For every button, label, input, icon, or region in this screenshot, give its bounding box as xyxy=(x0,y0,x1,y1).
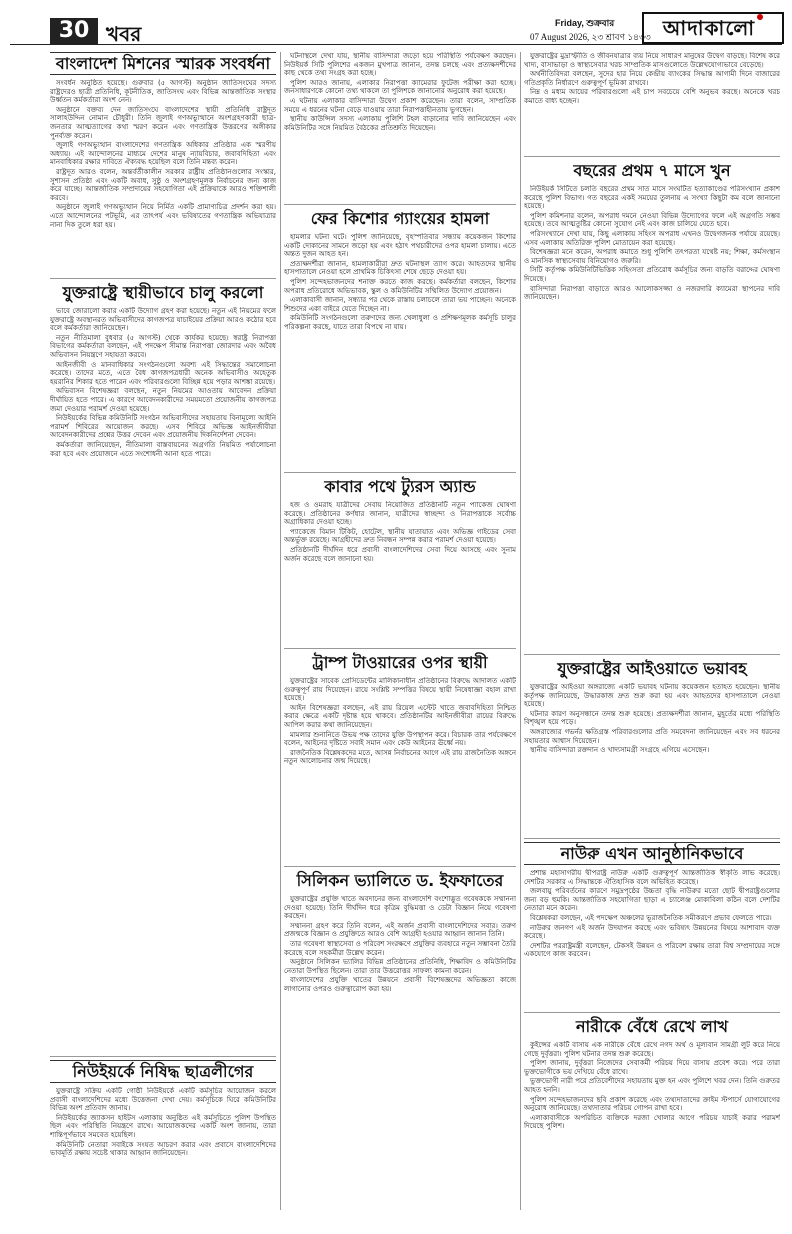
article-paragraph: নিউইয়র্কের বিভিন্ন কমিউনিটি সংগঠন অভিবাসীদের সহায়তায় বিনামূল্যে আইনি পরামর্শ শিবিরের আয়োজন করছে। এসব শিবিরে অভিজ্ঞ আইনজীবীরা আবেদনকারীদের প্রশ্নের উত্তর দেবেন এবং প্রয়োজনীয় দিকনির্দেশনা দেবেন। xyxy=(50,414,276,440)
article-headline: বছরের প্রথম ৭ মাসে খুন xyxy=(573,161,731,180)
article-woman-tied xyxy=(524,1016,780,1210)
article-paragraph: অঙ্গরাজ্যের গভর্নর ক্ষতিগ্রস্ত পরিবারগুলোর প্রতি সমবেদনা জানিয়েছেন এবং সব ধরনের সহায়তার আশ্বাস দিয়েছেন। xyxy=(524,727,780,745)
article-paragraph: আইনজীবী ও মানবাধিকার সংগঠনগুলো অবশ্য এই সিদ্ধান্তের সমালোচনা করেছে। তাদের মতে, এতে বৈধ কাগজপত্রধারী অনেক অভিবাসীও অহেতুক হয়রানির শিকার হতে পারেন এবং পরিবারগুলো বিচ্ছিন্ন হয়ে পড়ার আশঙ্কা রয়েছে। xyxy=(50,360,276,386)
article-paragraph: প্যাকেজে বিমান টিকিট, হোটেল, স্থানীয় যাতায়াত এবং অভিজ্ঞ গাইডের সেবা অন্তর্ভুক্ত রয়েছে। আগ্রহীদের দ্রুত নিবন্ধন সম্পন্ন করার পরামর্শ দেওয়া হয়েছে। xyxy=(284,527,516,545)
article-paragraph: বিশেষজ্ঞরা মনে করেন, অপরাধ কমাতে শুধু পুলিশি তৎপরতা যথেষ্ট নয়; শিক্ষা, কর্মসংস্থান ও মানসিক স্বাস্থ্যসেবায় বিনিয়োগও জরুরি। xyxy=(524,248,780,265)
article-headline: ট্রাম্প টাওয়ারের ওপর স্থায়ী xyxy=(312,653,488,672)
article-body xyxy=(284,501,516,644)
article-paragraph: প্রশান্ত মহাসাগরীয় দ্বীপরাষ্ট্র নাউরু একটি গুরুত্বপূর্ণ আন্তর্জাতিক স্বীকৃতি লাভ করেছে। দেশটির সরকার এ সিদ্ধান্তকে ঐতিহাসিক বলে অভিহিত করেছে। xyxy=(524,869,780,886)
column-rule xyxy=(280,52,281,1210)
article-paragraph: নতুন নীতিমালা বুধবার (৫ আগস্ট) থেকে কার্যকর হয়েছে। স্বরাষ্ট্র নিরাপত্তা বিভাগের কর্মকর্তারা বলছেন, এই পদক্ষেপ সীমান্ত নিরাপত্তা জোরদার এবং অবৈধ অভিবাসন নিয়ন্ত্রণে সহায়তা করবে। xyxy=(50,333,276,359)
article-paragraph: যুক্তরাষ্ট্রে সক্রিয় একটি গোষ্ঠী নিউইয়র্কে একটি কর্মসূচির আয়োজন করলে প্রবাসী বাংলাদেশিদের মধ্যে উত্তেজনা দেখা দেয়। কর্মসূচিকে ঘিরে কমিউনিটির বিভিন্ন অংশ প্রতিবাদ জানায়। xyxy=(50,1087,276,1113)
article-body xyxy=(524,869,780,1008)
article-paragraph: ভুক্তভোগী নারী পরে প্রতিবেশীদের সহায়তায় মুক্ত হন এবং পুলিশে খবর দেন। তিনি গুরুতর আহত হননি। xyxy=(524,1077,780,1094)
article-continued xyxy=(524,52,780,152)
article-divider xyxy=(50,278,276,279)
article-kaaba-tours xyxy=(284,476,516,644)
article-teen-gang xyxy=(284,208,516,468)
article-paragraph: ভাবে জোরালো করার একটি উদ্যোগ গ্রহণ করা হয়েছে। নতুন এই নিয়মের ফলে যুক্তরাষ্ট্রে অবস্থানরত অভিবাসীদের কাগজপত্র যাচাইয়ের প্রক্রিয়া আরও কঠোর হবে বলে কর্মকর্তারা জানিয়েছেন। xyxy=(50,307,276,333)
article-paragraph: হজ ও ওমরাহ যাত্রীদের সেবায় নিয়োজিত প্রতিষ্ঠানটি নতুন প্যাকেজ ঘোষণা করেছে। প্রতিষ্ঠানের কর্ণধার জানান, যাত্রীদের স্বাচ্ছন্দ্য ও নিরাপত্তাকে সর্বোচ্চ অগ্রাধিকার দেওয়া হচ্ছে। xyxy=(284,501,516,527)
article-body xyxy=(50,307,276,1052)
article-headline: বাংলাদেশ মিশনের স্মারক সংবর্ধনা xyxy=(50,52,276,75)
article-body xyxy=(50,1087,276,1210)
article-paragraph: অর্থনীতিবিদরা বলছেন, সুদের হার নিয়ে কেন্দ্রীয় ব্যাংকের সিদ্ধান্ত আগামী দিনে বাজারের গতিপ্রকৃতি নির্ধারণে গুরুত্বপূর্ণ ভূমিকা রাখবে। xyxy=(524,70,780,87)
column-1 xyxy=(50,52,276,1210)
article-paragraph: মামলার শুনানিতে উভয় পক্ষ তাদের যুক্তি উপস্থাপন করে। বিচারক তার পর্যবেক্ষণে বলেন, আইনের দৃষ্টিতে সবাই সমান এবং কেউ আইনের ঊর্ধ্বে নয়। xyxy=(284,730,516,748)
article-paragraph: কর্মকর্তারা জানিয়েছেন, নীতিমালা বাস্তবায়নের অগ্রগতি নিয়মিত পর্যালোচনা করা হবে এবং প্রয়োজনে এতে সংশোধনী আনা হতে পারে। xyxy=(50,440,276,458)
article-paragraph: যুক্তরাষ্ট্রের সাবেক প্রেসিডেন্টের মালিকানাধীন প্রতিষ্ঠানের বিরুদ্ধে আদালত একটি গুরুত্বপূর্ণ রায় দিয়েছেন। রায়ে সংশ্লিষ্ট সম্পত্তির বিষয়ে স্থায়ী নিষেধাজ্ঞা বহাল রাখা হয়েছে। xyxy=(284,677,516,703)
article-body xyxy=(284,52,516,200)
issue-date: 07 August 2026, ২৩ শ্রাবণ ১৪৩৩ xyxy=(530,32,651,42)
article-paragraph: বিশ্লেষকরা বলছেন, এই পদক্ষেপ অঞ্চলের ভূরাজনৈতিক সমীকরণে প্রভাব ফেলতে পারে। xyxy=(530,913,772,922)
article-paragraph: বাংলাদেশের প্রযুক্তি খাতের উন্নয়নে প্রবাসী বিশেষজ্ঞদের অভিজ্ঞতা কাজে লাগানোর ওপরও গুরুত্বারোপ করা হয়। xyxy=(284,976,516,993)
article-paragraph: পুলিশ কমিশনার বলেন, অপরাধ দমনে নেওয়া বিভিন্ন উদ্যোগের ফলে এই অগ্রগতি সম্ভব হয়েছে। তবে আত্মতুষ্টির কোনো সুযোগ নেই এবং কাজ চালিয়ে যেতে হবে। xyxy=(524,211,780,229)
article-paragraph: কমিউনিটি নেতারা সবাইকে সংযত আচরণ করার এবং প্রবাসে বাংলাদেশিদের ভাবমূর্তি রক্ষায় সচেষ্ট থাকার আহ্বান জানিয়েছেন। xyxy=(50,1140,276,1158)
article-paragraph: অনুষ্ঠানে জুলাই গণঅভ্যুত্থান নিয়ে নির্মিত একটি প্রামাণ্যচিত্র প্রদর্শন করা হয়। এতে আন্দোলনের পটভূমি, এর তাৎপর্য এবং ভবিষ্যতের গণতান্ত্রিক অভিযাত্রার নানা দিক তুলে ধরা হয়। xyxy=(50,203,276,229)
article-nauru xyxy=(524,842,780,1008)
article-murders-7-months xyxy=(524,160,780,650)
issue-day: Friday, শুক্রবার xyxy=(555,18,615,28)
article-paragraph: সম্মাননা গ্রহণ করে তিনি বলেন, এই অর্জন প্রবাসী বাংলাদেশিদের সবার। তরুণ প্রজন্মকে বিজ্ঞান ও প্রযুক্তিতে আরও বেশি আগ্রহী হওয়ার আহ্বান জানান তিনি। xyxy=(284,921,516,939)
article-paragraph: জুলাই গণঅভ্যুত্থান বাংলাদেশের গণতান্ত্রিক অধিকার প্রতিষ্ঠার এক স্মরণীয় অধ্যায়। এই আন্দোলনের মাধ্যমে দেশের মানুষ ন্যায়বিচার, জবাবদিহিতা এবং মানবাধিকার রক্ষার দাবিতে ঐক্যবদ্ধ হয়েছিল বলে তিনি মন্তব্য করেন। xyxy=(50,141,276,167)
article-divider xyxy=(284,472,516,473)
article-paragraph: ঘটনাস্থলে দেখা যায়, স্থানীয় বাসিন্দারা জড়ো হয়ে পরিস্থিতি পর্যবেক্ষণ করছেন। নিউইয়র্ক সিটি পুলিশের একজন মুখপাত্র জানান, তদন্ত চলছে এবং প্রত্যক্ষদর্শীদের কাছ থেকে তথ্য সংগ্রহ করা হচ্ছে। xyxy=(284,52,516,78)
article-body xyxy=(524,52,780,152)
column-2 xyxy=(284,52,516,1210)
article-paragraph: যুক্তরাষ্ট্রের মুদ্রাস্ফীতি ও জীবনযাত্রার ব্যয় নিয়ে সাধারণ মানুষের উদ্বেগ বাড়ছে। বিশেষ করে খাদ্য, বাসাভাড়া ও স্বাস্থ্যসেবার খরচ সাম্প্রতিক মাসগুলোতে উল্লেখযোগ্যভাবে বেড়েছে। xyxy=(524,52,780,69)
article-paragraph: পুলিশ আরও জানায়, এলাকার নিরাপত্তা ক্যামেরার ফুটেজ পরীক্ষা করা হচ্ছে। জনসাধারণকে কোনো তথ্য থাকলে তা পুলিশকে জানানোর অনুরোধ করা হয়েছে। xyxy=(284,78,516,96)
article-body xyxy=(524,1041,780,1210)
article-headline: নাউরু এখন আনুষ্ঠানিকভাবে xyxy=(524,842,780,865)
article-paragraph: পুলিশ সন্দেহভাজনদের ছবি প্রকাশ করেছে এবং তথ্যদাতাদের ক্রাইম স্টপার্সে যোগাযোগের অনুরোধ জানিয়েছে। তথ্যদাতার পরিচয় গোপন রাখা হবে। xyxy=(524,1095,780,1113)
article-paragraph: সংবর্ধন অনুষ্ঠিত হয়েছে। গুরুবার (৫ আগস্ট) অনুষ্ঠান জাতিসংঘের সদস্য রাষ্ট্রদেরও ছাত্রী প্রতিনিধি, কূটনীতিক, জাতিসংঘ এবং বিভিন্ন আন্তর্জাতিক সংস্থার উর্ধ্বতন কর্মকর্তারা অংশ নেন। xyxy=(50,79,276,105)
article-paragraph: স্থানীয় বাসিন্দারা রক্তদান ও খাদ্যসামগ্রী সংগ্রহে এগিয়ে এসেছেন। xyxy=(530,746,710,755)
logo-dot-icon xyxy=(757,14,763,20)
article-paragraph: পরিসংখ্যানে দেখা যায়, কিছু এলাকায় সহিংস অপরাধ এখনও উদ্বেগজনক পর্যায়ে রয়েছে। এসব এলাকায় অতিরিক্ত পুলিশ মোতায়েন করা হয়েছে। xyxy=(524,229,780,247)
section-title: খবর xyxy=(106,22,142,46)
newspaper-page xyxy=(10,10,782,1214)
article-paragraph: নিউইয়র্ক সিটিতে চলতি বছরের প্রথম সাত মাসে সংঘটিত হত্যাকাণ্ডের পরিসংখ্যান প্রকাশ করেছে পুলিশ বিভাগ। গত বছরের একই সময়ের তুলনায় এ সংখ্যা কিছুটা কম বলে জানানো হয়েছে। xyxy=(524,185,780,211)
article-paragraph: পুলিশ সন্দেহভাজনদের শনাক্ত করতে কাজ করছে। কর্মকর্তারা বলছেন, কিশোর অপরাধ প্রতিরোধে অভিভাবক, স্কুল ও কমিউনিটির সম্মিলিত উদ্যোগ প্রয়োজন। xyxy=(284,277,516,295)
article-paragraph: স্থানীয় কাউন্সিল সদস্য এলাকায় পুলিশি টহল বাড়ানোর দাবি জানিয়েছেন এবং কমিউনিটির সঙ্গে নিয়মিত বৈঠকের প্রতিশ্রুতি দিয়েছেন। xyxy=(284,115,516,132)
article-paragraph: নিম্ন ও মধ্যম আয়ের পরিবারগুলো এই চাপ সবচেয়ে বেশি অনুভব করছে। অনেকে খরচ কমাতে বাধ্য হচ্ছেন। xyxy=(524,88,780,105)
article-paragraph: পুলিশ জানায়, দুর্বৃত্তরা নিজেদের সেবাকর্মী পরিচয় দিয়ে বাসায় প্রবেশ করে। পরে তারা ভুক্তভোগীকে ভয় দেখিয়ে বেঁধে রাখে। xyxy=(524,1059,780,1076)
article-divider xyxy=(524,1012,780,1013)
article-paragraph: জলবায়ু পরিবর্তনের কারণে সমুদ্রপৃষ্ঠের উচ্চতা বৃদ্ধি নাউরুর মতো ছোট দ্বীপরাষ্ট্রগুলোর জন্য বড় হুমকি। আন্তর্জাতিক সহযোগিতা ছাড়া এ চ্যালেঞ্জ মোকাবিলা কঠিন বলে দেশটির নেতারা মনে করেন। xyxy=(524,887,780,913)
article-paragraph: প্রতিষ্ঠানটি দীর্ঘদিন ধরে প্রবাসী বাংলাদেশিদের সেবা দিয়ে আসছে এবং সুনাম অর্জন করেছে বলে জানানো হয়। xyxy=(284,545,516,563)
article-paragraph: নিউইয়র্কের জ্যাকসন হাইটস এলাকায় অনুষ্ঠিত এই কর্মসূচিতে পুলিশ উপস্থিত ছিল এবং পরিস্থিতি নিয়ন্ত্রণে রাখে। আয়োজকদের একটি অংশ জানায়, তারা শান্তিপূর্ণভাবে সমবেত হয়েছিল। xyxy=(50,1113,276,1139)
article-paragraph: অভিবাসন বিশেষজ্ঞরা বলছেন, নতুন নিয়মের আওতায় আবেদন প্রক্রিয়া দীর্ঘায়িত হতে পারে। এ কারণে আবেদনকারীদের সময়মতো প্রয়োজনীয় কাগজপত্র জমা দেওয়ার পরামর্শ দেওয়া হয়েছে। xyxy=(50,387,276,413)
article-paragraph: তার গবেষণা স্বাস্থ্যসেবা ও পরিবেশ সংরক্ষণে প্রযুক্তির ব্যবহারে নতুন সম্ভাবনা তৈরি করেছে বলে সহকর্মীরা উল্লেখ করেন। xyxy=(284,939,516,957)
article-body xyxy=(524,683,780,834)
newspaper-logo xyxy=(642,12,784,44)
article-paragraph: কমিউনিটি সংগঠনগুলো তরুণদের জন্য খেলাধুলা ও প্রশিক্ষণমূলক কর্মসূচি চালুর পরিকল্পনা করছে, যাতে তারা বিপথে না যায়। xyxy=(284,314,516,331)
article-divider xyxy=(284,648,516,649)
article-paragraph: যুক্তরাষ্ট্রের প্রযুক্তি খাতে অবদানের জন্য বাংলাদেশি বংশোদ্ভূত গবেষককে সম্মাননা দেওয়া হয়েছে। তিনি দীর্ঘদিন ধরে কৃত্রিম বুদ্ধিমত্তা ও ডেটা বিজ্ঞান নিয়ে গবেষণা করছেন। xyxy=(284,895,516,921)
masthead xyxy=(10,10,782,45)
article-divider xyxy=(284,866,516,867)
article-paragraph: অনুষ্ঠানে সিলিকন ভ্যালির বিভিন্ন প্রতিষ্ঠানের প্রতিনিধি, শিক্ষাবিদ ও কমিউনিটির নেতারা উপস্থিত ছিলেন। তারা তার উত্তরোত্তর সাফল্য কামনা করেন। xyxy=(284,958,516,975)
article-silicon-valley xyxy=(284,870,516,1210)
article-headline: যুক্তরাষ্ট্রে স্থায়ীভাবে চালু করলো xyxy=(62,283,264,302)
article-paragraph: হামলার ঘটনা ঘটে। পুলিশ জানিয়েছে, বৃহস্পতিবার সন্ধ্যায় কয়েকজন কিশোর একটি দোকানের সামনে জড়ো হয় এবং হঠাৎ পথচারীদের ওপর হামলা চালায়। এতে অন্তত দুজন আহত হন। xyxy=(284,233,516,259)
article-divider xyxy=(284,204,516,205)
article-divider xyxy=(524,654,780,655)
article-body xyxy=(524,185,780,650)
article-body xyxy=(284,895,516,1210)
article-trump-tower xyxy=(284,652,516,862)
article-paragraph: এলাকাবাসীকে অপরিচিত ব্যক্তিকে দরজা খোলার আগে পরিচয় যাচাই করার পরামর্শ দিয়েছে পুলিশ। xyxy=(524,1113,780,1131)
article-paragraph: রাষ্ট্রদূত আরও বলেন, অন্তর্বর্তীকালীন সরকার রাষ্ট্রীয় প্রতিষ্ঠানগুলোর সংস্কার, সুশাসন প্রতিষ্ঠা এবং একটি অবাধ, সুষ্ঠু ও অংশগ্রহণমূলক নির্বাচনের জন্য কাজ করে যাচ্ছে। আন্তর্জাতিক সম্প্রদায়ের সহযোগিতা এই প্রক্রিয়াকে আরও শক্তিশালী করবে। xyxy=(50,167,276,202)
article-paragraph: নাউরুর জনগণ এই অর্জন উদযাপন করছে এবং ভবিষ্যৎ উন্নয়নের বিষয়ে আশাবাদ ব্যক্ত করেছে। xyxy=(524,923,780,941)
column-3 xyxy=(524,52,780,1210)
article-paragraph: আইন বিশেষজ্ঞরা বলছেন, এই রায় রিয়েল এস্টেট খাতে জবাবদিহিতা নিশ্চিত করার ক্ষেত্রে একটি দৃষ্টান্ত হয়ে থাকবে। প্রতিষ্ঠানটির আইনজীবীরা রায়ের বিরুদ্ধে আপিল করার কথা জানিয়েছেন। xyxy=(284,703,516,729)
article-divider xyxy=(524,838,780,839)
article-paragraph: দেশটির পররাষ্ট্রমন্ত্রী বলেছেন, টেকসই উন্নয়ন ও পরিবেশ রক্ষায় তারা বিশ্ব সম্প্রদায়ের সঙ্গে একযোগে কাজ করবেন। xyxy=(524,941,780,959)
column-rule xyxy=(520,52,521,1210)
article-paragraph: এলাকাবাসী জানান, সন্ধ্যার পর থেকে রাস্তায় চলাচলে তারা ভয় পাচ্ছেন। অনেকে শিশুদের একা বাইরে যেতে দিচ্ছেন না। xyxy=(284,296,516,313)
article-us-permanent xyxy=(50,282,276,1052)
article-divider xyxy=(524,156,780,157)
article-headline: কাবার পথে ট্যুরস অ্যান্ড xyxy=(324,477,476,496)
article-headline: যুক্তরাষ্ট্রের আইওয়াতে ভয়াবহ xyxy=(557,659,747,678)
article-divider xyxy=(50,1056,276,1057)
article-paragraph: বাসিন্দারা নিরাপত্তা বাড়াতে আরও আলোকসজ্জা ও নজরদারি ক্যামেরা স্থাপনের দাবি জানিয়েছেন। xyxy=(524,284,780,302)
article-headline: সিলিকন ভ্যালিতে ড. ইফফাতের xyxy=(296,871,504,890)
article-paragraph: এ ঘটনায় এলাকার বাসিন্দারা উদ্বেগ প্রকাশ করেছেন। তারা বলেন, সাম্প্রতিক সময়ে এ ধরনের ঘটনা বেড়ে যাওয়ায় তারা নিরাপত্তাহীনতায় ভুগছেন। xyxy=(284,96,516,114)
article-body xyxy=(50,79,276,274)
article-body xyxy=(284,677,516,862)
article-paragraph: প্রত্যক্ষদর্শীরা জানান, হামলাকারীরা দ্রুত ঘটনাস্থল ত্যাগ করে। আহতদের স্থানীয় হাসপাতালে নেওয়া হলে প্রাথমিক চিকিৎসা শেষে ছেড়ে দেওয়া হয়। xyxy=(284,259,516,277)
article-paragraph: সিটি কর্তৃপক্ষ কমিউনিটিভিত্তিক সহিংসতা প্রতিরোধ কর্মসূচির জন্য বাড়তি বরাদ্দের ঘোষণা দিয়েছে। xyxy=(524,266,780,283)
article-paragraph: যুক্তরাষ্ট্রের আইওয়া অঙ্গরাজ্যে একটি ভয়াবহ ঘটনায় কয়েকজন হতাহত হয়েছেন। স্থানীয় কর্তৃপক্ষ জানিয়েছে, উদ্ধারকাজ দ্রুত শুরু করা হয় এবং আহতদের হাসপাতালে নেওয়া হয়েছে। xyxy=(524,683,780,709)
article-headline: নারীকে বেঁধে রেখে লাখ xyxy=(576,1017,728,1036)
article-iowa xyxy=(524,658,780,834)
article-continued xyxy=(284,52,516,200)
article-paragraph: রাজনৈতিক বিশ্লেষকদের মতে, আসন্ন নির্বাচনের আগে এই রায় রাজনৈতিক অঙ্গনে নতুন আলোচনার জন্ম দিয়েছে। xyxy=(284,748,516,766)
article-ny-banned xyxy=(50,1060,276,1210)
article-mission-reception xyxy=(50,52,276,274)
article-paragraph: অনুষ্ঠানে বক্তব্য দেন জাতিসংঘে বাংলাদেশের স্থায়ী প্রতিনিধি রাষ্ট্রদূত সালাহউদ্দিন নোমান চৌধুরী। তিনি জুলাই গণঅভ্যুত্থানে অংশগ্রহণকারী ছাত্র-জনতার আত্মত্যাগের কথা স্মরণ করেন এবং গণতান্ত্রিক উত্তরণের অঙ্গীকার পুনর্ব্যক্ত করেন। xyxy=(50,105,276,140)
article-paragraph: ঘটনার কারণ অনুসন্ধানে তদন্ত শুরু হয়েছে। প্রত্যক্ষদর্শীরা জানান, মুহূর্তের মধ্যে পরিস্থিতি বিশৃঙ্খল হয়ে পড়ে। xyxy=(524,709,780,727)
logo-text: আদাকালো xyxy=(662,16,756,40)
article-headline: নিউইয়র্কে নিষিদ্ধ ছাত্রলীগের xyxy=(50,1060,276,1083)
page-number: 30 xyxy=(50,18,98,44)
article-body xyxy=(284,233,516,468)
article-paragraph: কুইন্সের একটি বাসায় এক নারীকে বেঁধে রেখে নগদ অর্থ ও মূল্যবান সামগ্রী লুট করে নিয়ে গেছে দুর্বৃত্তরা। পুলিশ ঘটনার তদন্ত শুরু করেছে। xyxy=(524,1041,780,1058)
article-headline: ফের কিশোর গ্যাংয়ের হামলা xyxy=(310,209,490,228)
